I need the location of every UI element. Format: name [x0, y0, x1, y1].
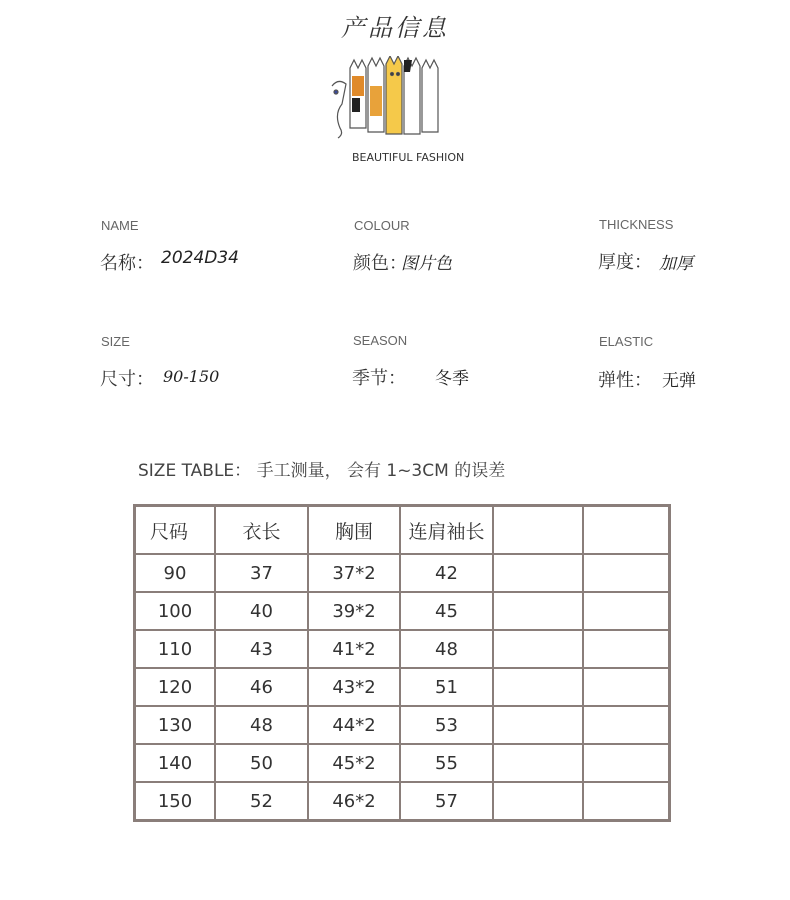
table-cell: 41*2: [308, 630, 400, 668]
table-cell: 45*2: [308, 744, 400, 782]
size-label-cn: 尺寸：: [100, 369, 154, 390]
table-cell: 43: [215, 630, 308, 668]
table-cell: 120: [135, 668, 216, 706]
elastic-label-en: ELASTIC: [599, 334, 654, 349]
thickness-value: 加厚: [659, 254, 693, 274]
header-cell-sleeve: 连肩袖长: [400, 506, 493, 555]
table-cell: [493, 744, 583, 782]
table-cell: 52: [215, 782, 308, 821]
thickness-label-cn: 厚度：: [598, 252, 652, 273]
page-title: 产品信息: [341, 14, 449, 42]
table-cell: 48: [400, 630, 493, 668]
table-cell: [493, 706, 583, 744]
table-cell: 150: [135, 782, 216, 821]
elastic-value: 无弹: [662, 371, 696, 391]
header-cell-size: 尺码: [135, 506, 216, 555]
size-table-title: SIZE TABLE： 手工测量， 会有 1~3CM 的误差: [138, 461, 506, 481]
table-cell: 48: [215, 706, 308, 744]
table-cell: 42: [400, 554, 493, 592]
table-cell: [583, 554, 670, 592]
table-cell: 140: [135, 744, 216, 782]
table-cell: 53: [400, 706, 493, 744]
size-label-en: SIZE: [101, 334, 130, 349]
table-cell: 57: [400, 782, 493, 821]
elastic-label-cn: 弹性：: [598, 370, 652, 391]
table-cell: 55: [400, 744, 493, 782]
table-cell: [493, 592, 583, 630]
table-cell: 110: [135, 630, 216, 668]
header-cell-empty-2: [583, 506, 670, 555]
name-value: 2024D34: [161, 248, 239, 268]
season-label-cn: 季节：: [352, 368, 406, 389]
table-row: [135, 592, 670, 630]
table-cell: [583, 782, 670, 821]
header-cell-chest: 胸围: [308, 506, 400, 555]
brand-text: BEAUTIFUL FASHION: [352, 151, 465, 164]
table-cell: [493, 668, 583, 706]
table-header-row: [135, 506, 670, 555]
table-row: [135, 554, 670, 592]
name-label-en: NAME: [101, 218, 139, 233]
table-row: [135, 744, 670, 782]
table-cell: 37: [215, 554, 308, 592]
table-cell: 130: [135, 706, 216, 744]
table-cell: 37*2: [308, 554, 400, 592]
table-cell: [493, 782, 583, 821]
table-cell: 44*2: [308, 706, 400, 744]
table-cell: 43*2: [308, 668, 400, 706]
table-cell: [583, 630, 670, 668]
size-value: 90-150: [163, 367, 220, 386]
colour-label-cn: 颜色：: [353, 253, 407, 274]
table-cell: 40: [215, 592, 308, 630]
season-label-en: SEASON: [353, 333, 408, 348]
table-cell: [583, 706, 670, 744]
table-cell: 90: [135, 554, 216, 592]
table-cell: [583, 668, 670, 706]
table-row: [135, 630, 670, 668]
table-cell: 39*2: [308, 592, 400, 630]
table-cell: 46: [215, 668, 308, 706]
table-cell: [493, 630, 583, 668]
table-row: [135, 782, 670, 821]
colour-label-en: COLOUR: [354, 218, 410, 233]
table-cell: 51: [400, 668, 493, 706]
table-row: [135, 668, 670, 706]
table-cell: 46*2: [308, 782, 400, 821]
name-label-cn: 名称：: [100, 253, 154, 274]
table-cell: 50: [215, 744, 308, 782]
table-row: [135, 706, 670, 744]
table-cell: [493, 554, 583, 592]
table-cell: [583, 744, 670, 782]
size-table: [133, 504, 671, 822]
header-cell-empty-1: [493, 506, 583, 555]
season-value: 冬季: [435, 369, 469, 389]
thickness-label-en: THICKNESS: [599, 217, 674, 232]
colour-value: 图片色: [401, 254, 452, 274]
table-cell: 100: [135, 592, 216, 630]
table-cell: 45: [400, 592, 493, 630]
header-cell-length: 衣长: [215, 506, 308, 555]
table-cell: [583, 592, 670, 630]
